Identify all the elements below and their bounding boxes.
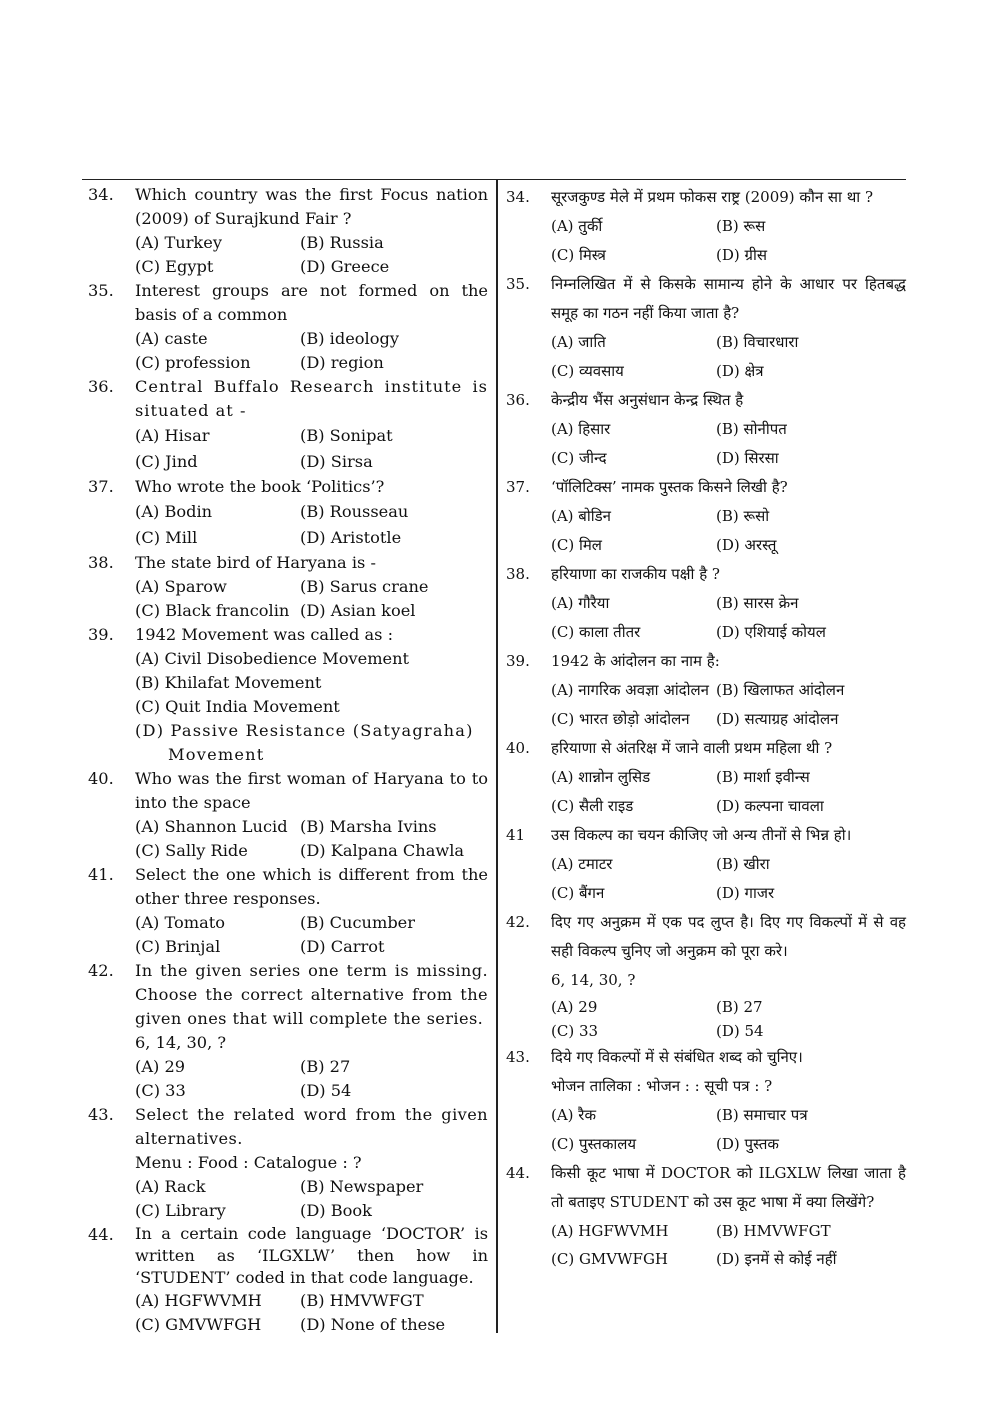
- question-36-hi: [506, 386, 906, 473]
- question-43-en: [88, 1103, 488, 1223]
- option-b: (B) खीरा: [716, 855, 770, 873]
- analogy-line: Menu : Food : Catalogue : ?: [135, 1153, 362, 1172]
- question-37-en: [88, 475, 488, 551]
- option-a: (A) Tomato: [135, 913, 226, 932]
- option-c: (C) Library: [135, 1201, 226, 1220]
- header-rule: [82, 179, 906, 180]
- option-a: (A) तुर्की: [551, 217, 603, 235]
- option-b: (B) सारस क्रेन: [716, 594, 799, 612]
- option-c: (C) भारत छोड़ो आंदोलन: [551, 710, 690, 728]
- option-c: (C) Black francolin: [135, 601, 290, 620]
- question-text: 1942 के आंदोलन का नाम है:: [551, 652, 720, 670]
- question-text: 1942 Movement was called as :: [135, 625, 394, 644]
- question-37-hi: [506, 473, 906, 560]
- question-40-en: [88, 767, 488, 863]
- option-b: (B) Cucumber: [300, 913, 416, 932]
- question-number: 34.: [506, 188, 530, 206]
- option-b: (B) ideology: [300, 329, 399, 348]
- option-b: (B) मार्शा इवीन्स: [716, 768, 810, 786]
- question-text: In a certain code language ‘DOCTOR’ is written as ‘ILGXLW’ then how in ‘STUDENT’ coded in that code language.: [135, 1224, 488, 1287]
- question-number: 43.: [506, 1048, 530, 1066]
- option-d: (D) कल्पना चावला: [716, 797, 824, 815]
- question-number: 43.: [88, 1105, 114, 1124]
- question-text: Select the one which is different from the other three responses.: [135, 865, 488, 908]
- question-35-en: [88, 279, 488, 375]
- question-text: Who wrote the book ‘Politics’?: [135, 477, 385, 496]
- question-number: 35.: [506, 275, 530, 293]
- option-b: (B) रूस: [716, 217, 766, 235]
- option-c: (C) 33: [135, 1081, 186, 1100]
- option-a: (A) HGFWVMH: [551, 1222, 669, 1240]
- option-d: (D) region: [300, 353, 384, 372]
- question-text: किसी कूट भाषा में DOCTOR को ILGXLW लिखा जाता है तो बताइए STUDENT को उस कूट भाषा में क्या लिखेंगे?: [551, 1164, 906, 1211]
- option-a: (A) Sparow: [135, 577, 227, 596]
- question-text: In the given series one term is missing. Choose the correct alternative from the given ones that will complete the series.: [135, 961, 488, 1028]
- question-number: 42.: [506, 913, 530, 931]
- option-b: (B) Sonipat: [300, 426, 393, 445]
- option-c: (C) व्यवसाय: [551, 362, 624, 380]
- question-number: 38.: [88, 553, 114, 572]
- option-c: (C) Brinjal: [135, 937, 221, 956]
- option-b: (B) समाचार पत्र: [716, 1106, 808, 1124]
- option-c: (C) Quit India Movement: [135, 697, 340, 716]
- question-text: Central Buffalo Research institute is situated at -: [135, 377, 488, 420]
- question-text: उस विकल्प का चयन कीजिए जो अन्य तीनों से भिन्न हो।: [551, 826, 852, 844]
- option-a: (A) 29: [135, 1057, 186, 1076]
- question-text: Interest groups are not formed on the basis of a common: [135, 281, 488, 324]
- option-c: (C) 33: [551, 1022, 599, 1040]
- question-number: 40.: [88, 769, 114, 788]
- option-b: (B) विचारधारा: [716, 333, 799, 351]
- question-number: 35.: [88, 281, 114, 300]
- question-number: 39.: [506, 652, 530, 670]
- option-c: (C) Egypt: [135, 257, 214, 276]
- column-divider: [496, 180, 498, 1333]
- option-d: (D) पुस्तक: [716, 1135, 779, 1153]
- option-d: (D) सिरसा: [716, 449, 779, 467]
- question-44-en: [88, 1223, 488, 1337]
- option-c: (C) GMVWFGH: [551, 1250, 669, 1268]
- option-b: (B) Khilafat Movement: [135, 673, 322, 692]
- option-d: (D) Kalpana Chawla: [300, 841, 465, 860]
- option-d: (D) इनमें से कोई नहीं: [716, 1250, 837, 1268]
- question-40-hi: [506, 734, 906, 821]
- question-number: 40.: [506, 739, 530, 757]
- question-39-en: [88, 623, 488, 767]
- option-c: (C) मिस्त्र: [551, 246, 606, 264]
- question-39-hi: [506, 647, 906, 734]
- option-c: (C) Mill: [135, 528, 198, 547]
- option-b: (B) Rousseau: [300, 502, 409, 521]
- question-number: 41.: [88, 865, 114, 884]
- question-text: हरियाणा का राजकीय पक्षी है ?: [551, 565, 720, 583]
- option-b: (B) 27: [716, 998, 763, 1016]
- option-a: (A) HGFWVMH: [135, 1291, 262, 1310]
- option-c: (C) मिल: [551, 536, 602, 554]
- question-number: 39.: [88, 625, 114, 644]
- option-d: (D) एशियाई कोयल: [716, 623, 826, 641]
- analogy-line: भोजन तालिका : भोजन : : सूची पत्र : ?: [551, 1077, 773, 1095]
- option-d: (D) सत्याग्रह आंदोलन: [716, 710, 839, 728]
- question-text: Who was the first woman of Haryana to to into the space: [135, 769, 488, 812]
- option-c: (C) बैंगन: [551, 884, 605, 902]
- option-a: (A) टमाटर: [551, 855, 613, 873]
- question-number: 44.: [506, 1164, 530, 1182]
- option-c: (C) GMVWFGH: [135, 1315, 262, 1334]
- option-d: (D) क्षेत्र: [716, 362, 764, 380]
- option-b: (B) रूसो: [716, 507, 770, 525]
- option-a: (A) Rack: [135, 1177, 206, 1196]
- option-b: (B) खिलाफत आंदोलन: [716, 681, 845, 699]
- option-a: (A) Bodin: [135, 502, 213, 521]
- option-d: (D) ग्रीस: [716, 246, 767, 264]
- option-d: (D) अरस्तू: [716, 536, 777, 554]
- question-35-hi: [506, 270, 906, 386]
- option-a: (A) Hisar: [135, 426, 210, 445]
- option-c: (C) profession: [135, 353, 251, 372]
- option-d: (D) Greece: [300, 257, 390, 276]
- option-a: (A) हिसार: [551, 420, 611, 438]
- question-number: 36.: [88, 377, 114, 396]
- question-text: दिए गए अनुक्रम में एक पद लुप्त है। दिए गए विकल्पों में से वह सही विकल्प चुनिए जो अनुक्रम को पूरा करे।: [551, 913, 906, 960]
- question-number: 34.: [88, 185, 114, 204]
- question-number: 44.: [88, 1225, 114, 1244]
- option-c: (C) पुस्तकालय: [551, 1135, 637, 1153]
- question-text: ‘पॉलिटिक्स’ नामक पुस्तक किसने लिखी है?: [551, 478, 788, 496]
- option-c: (C) सैली राइड: [551, 797, 634, 815]
- series-line: 6, 14, 30, ?: [551, 971, 636, 989]
- option-c: (C) Jind: [135, 452, 198, 471]
- option-d: (D) 54: [300, 1081, 352, 1100]
- option-d: (D) Passive Resistance (Satyagraha) Movement: [135, 721, 474, 764]
- question-text: निम्नलिखित में से किसके सामान्य होने के आधार पर हितबद्ध समूह का गठन नहीं किया जाता है?: [551, 275, 906, 322]
- option-d: (D) गाजर: [716, 884, 775, 902]
- question-41-en: [88, 863, 488, 959]
- question-text: The state bird of Haryana is -: [135, 553, 376, 572]
- option-d: (D) Aristotle: [300, 528, 402, 547]
- option-c: (C) Sally Ride: [135, 841, 248, 860]
- question-36-en: [88, 375, 488, 475]
- option-b: (B) HMVWFGT: [300, 1291, 424, 1310]
- series-line: 6, 14, 30, ?: [135, 1033, 227, 1052]
- question-38-hi: [506, 560, 906, 647]
- option-b: (B) Newspaper: [300, 1177, 424, 1196]
- question-text: केन्द्रीय भैंस अनुसंधान केन्द्र स्थित है: [551, 391, 744, 409]
- hindi-column: [506, 183, 906, 1273]
- question-34-hi: [506, 183, 906, 270]
- option-b: (B) 27: [300, 1057, 351, 1076]
- question-43-hi: [506, 1043, 906, 1159]
- question-text: हरियाणा से अंतरिक्ष में जाने वाली प्रथम महिला थी ?: [551, 739, 833, 757]
- option-b: (B) Sarus crane: [300, 577, 429, 596]
- question-number: 41: [506, 826, 526, 844]
- option-d: (D) 54: [716, 1022, 764, 1040]
- option-a: (A) caste: [135, 329, 208, 348]
- option-a: (A) शान्नोन लुसिड: [551, 768, 651, 786]
- question-number: 42.: [88, 961, 114, 980]
- option-c: (C) काला तीतर: [551, 623, 641, 641]
- option-a: (A) बोडिन: [551, 507, 611, 525]
- question-number: 37.: [88, 477, 114, 496]
- question-number: 36.: [506, 391, 530, 409]
- question-44-hi: [506, 1159, 906, 1273]
- question-text: सूरजकुण्ड मेले में प्रथम फोकस राष्ट्र (2009) कौन सा था ?: [551, 188, 873, 206]
- question-42-en: [88, 959, 488, 1103]
- option-d: (D) Sirsa: [300, 452, 373, 471]
- option-a: (A) 29: [551, 998, 598, 1016]
- option-a: (A) Shannon Lucid: [135, 817, 288, 836]
- option-b: (B) HMVWFGT: [716, 1222, 831, 1240]
- english-column: [88, 183, 488, 1337]
- question-text: Which country was the first Focus nation (2009) of Surajkund Fair ?: [135, 185, 488, 228]
- option-a: (A) जाति: [551, 333, 606, 351]
- option-a: (A) नागरिक अवज्ञा आंदोलन: [551, 681, 710, 699]
- option-c: (C) जीन्द: [551, 449, 607, 467]
- question-38-en: [88, 551, 488, 623]
- option-a: (A) गौरैया: [551, 594, 610, 612]
- question-41-hi: [506, 821, 906, 908]
- option-b: (B) Russia: [300, 233, 384, 252]
- option-a: (A) रैक: [551, 1106, 596, 1124]
- question-number: 37.: [506, 478, 530, 496]
- question-number: 38.: [506, 565, 530, 583]
- option-b: (B) सोनीपत: [716, 420, 787, 438]
- option-d: (D) Carrot: [300, 937, 385, 956]
- option-d: (D) None of these: [300, 1315, 446, 1334]
- question-text: दिये गए विकल्पों में से संबंधित शब्द को चुनिए।: [551, 1048, 803, 1066]
- option-b: (B) Marsha Ivins: [300, 817, 437, 836]
- question-text: Select the related word from the given alternatives.: [135, 1105, 488, 1148]
- option-a: (A) Turkey: [135, 233, 222, 252]
- question-34-en: [88, 183, 488, 279]
- option-a: (A) Civil Disobedience Movement: [135, 649, 410, 668]
- option-d: (D) Asian koel: [300, 601, 416, 620]
- option-d: (D) Book: [300, 1201, 372, 1220]
- question-42-hi: [506, 908, 906, 1043]
